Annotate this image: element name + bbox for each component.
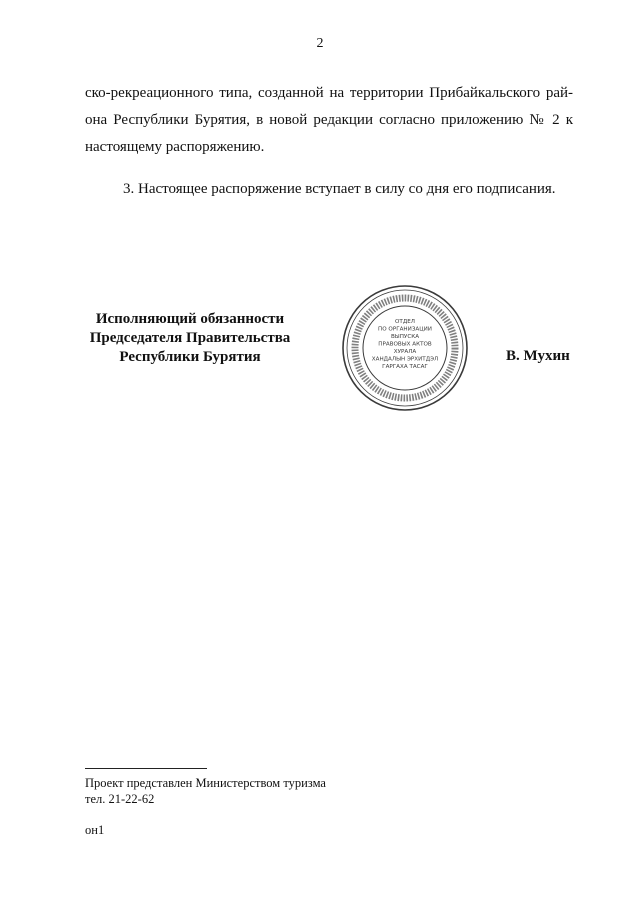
seal-line: ХУРАЛА [393, 349, 417, 355]
official-seal-stamp [340, 283, 470, 413]
paragraph-line: настоящему распоряжению. [85, 139, 265, 155]
seal-outer-ring [343, 286, 467, 410]
signer-title-line: Председателя Правительства [89, 330, 291, 346]
seal-center-text [372, 319, 438, 370]
paragraph-effective-date: 3. Настоящее распоряжение вступает в силу со дня его подписания. [123, 181, 556, 197]
seal-line: ВЫПУСКА [390, 334, 420, 340]
paragraph-continuation [85, 80, 573, 161]
page-number: 2 [316, 36, 324, 51]
signer-title [80, 310, 300, 367]
seal-line: ПО ОРГАНИЗАЦИИ [378, 326, 432, 333]
seal-outer-ring-inner [347, 290, 463, 406]
seal-ring-lettering [355, 298, 455, 398]
signer-title-line: Республики Бурятия [119, 349, 261, 365]
seal-line: ХАНДАЛЫН ЭРХИТДЭЛ [371, 356, 439, 363]
signer-name: В. Мухин [506, 348, 570, 364]
footnote-line: тел. 21-22-62 [85, 792, 155, 806]
seal-line: ГАРГАХА ТАСАГ [382, 364, 428, 370]
paragraph-line: она Республики Бурятия, в новой редакции согласно приложению № 2 к [85, 112, 573, 128]
footnote [85, 775, 326, 807]
signer-title-line: Исполняющий обязанности [95, 311, 285, 327]
footnote-divider [85, 768, 207, 769]
paragraph-line: ско-рекреационного типа, созданной на территории Прибайкальского рай- [85, 85, 573, 101]
document-code: он1 [85, 823, 105, 837]
footnote-line: Проект представлен Министерством туризма [85, 776, 326, 790]
seal-line: ОТДЕЛ [395, 319, 415, 325]
seal-line: ПРАВОВЫХ АКТОВ [378, 341, 432, 348]
